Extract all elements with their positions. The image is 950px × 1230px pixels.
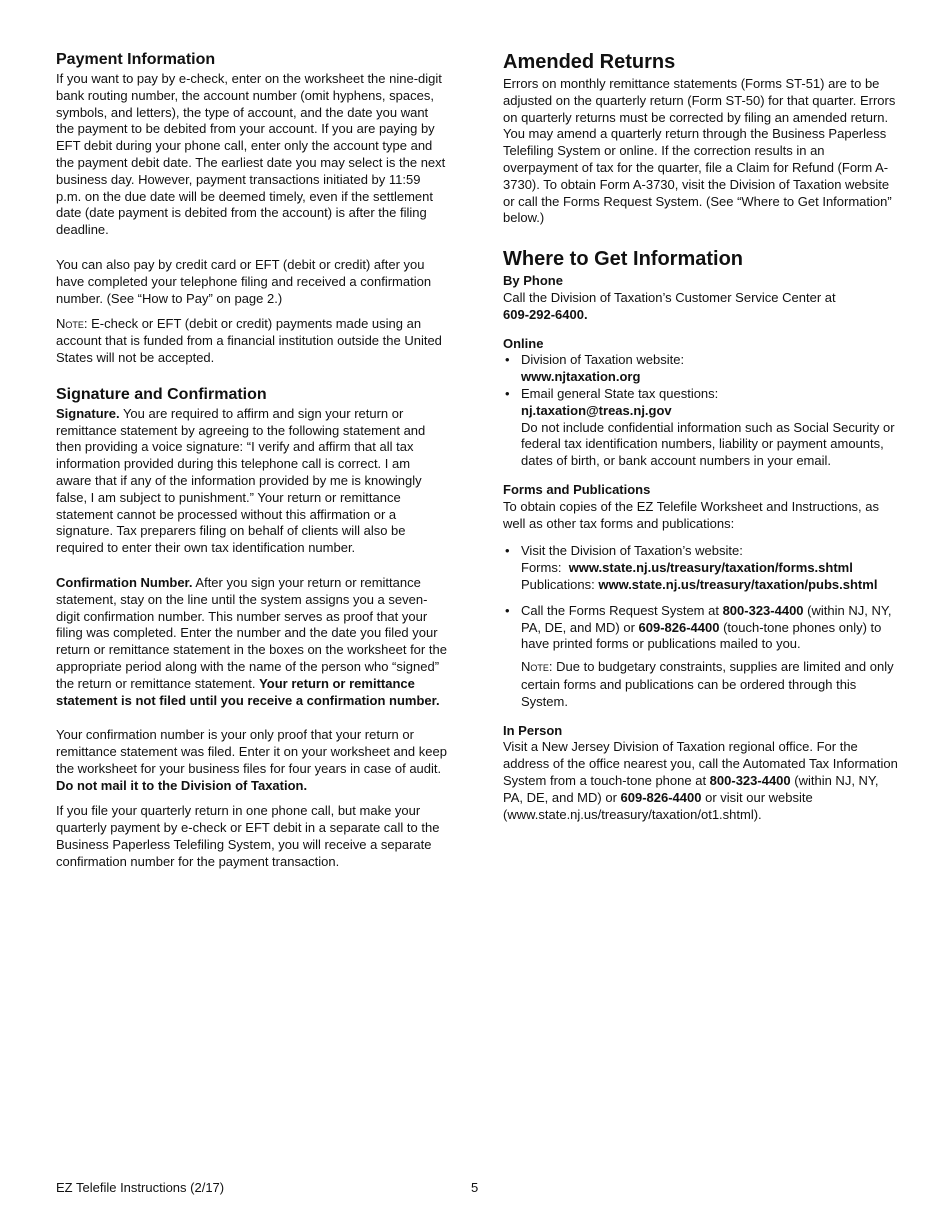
online-list [503, 352, 898, 470]
person-text: (within NJ, NY, PA, DE, and MD) or [503, 773, 879, 805]
signature-section [56, 385, 448, 871]
call-text: (within NJ, NY, PA, DE, and MD) or [521, 602, 892, 635]
call-text: Call the Forms Request System at [521, 602, 723, 618]
amended-heading: Amended Returns [503, 51, 676, 73]
call-text: (touch-tone phones only) to have printed forms or publications mailed to you. [521, 619, 882, 652]
left-column [56, 50, 448, 871]
payment-note [56, 316, 448, 366]
note-label: Note: [521, 659, 553, 675]
forms-heading: Forms and Publications [503, 481, 651, 497]
forms-note [521, 658, 898, 711]
signature-label: Signature. [56, 405, 120, 421]
phone-text: Call the Division of Taxation’s Customer Service Center at [503, 289, 836, 305]
person-text: Visit a New Jersey Division of Taxation regional office. For the address of the office nearest you, call the Automated Tax Information System from a touch-tone phone at [503, 739, 898, 788]
confirmation-label: Confirmation Number. [56, 574, 193, 590]
payment-heading: Payment Information [56, 51, 216, 68]
list-item [503, 603, 898, 711]
amended-paragraph: Errors on monthly remittance statements (Forms ST-51) are to be adjusted on the quarterly return (Form ST-50) for that quarter. Errors on quarterly returns must be corrected by filing an amended return. You may amend a quarterly return through the Business Paperless Telefiling System or online. If the correction results in an overpayment of tax for the quarter, file a Claim for Refund (Form A-3730). To obtain Form A-3730, visit the Division of Taxation website or call the Forms Request System. (See “Where to Get Information” below.) [503, 76, 896, 226]
list-item [503, 352, 898, 386]
pubs-label: Publications: [521, 576, 595, 592]
person-text: or visit our website (www.state.nj.us/treasury/taxation/ot1.shtml). [503, 789, 813, 822]
phone-number: 609-826-4400 [620, 789, 702, 805]
email-link[interactable]: nj.taxation@treas.nj.gov [521, 402, 672, 418]
phone-number: 800-323-4400 [709, 773, 791, 788]
where-heading: Where to Get Information [503, 248, 743, 271]
online-heading: Online [503, 335, 544, 351]
right-column [503, 50, 898, 823]
pubs-url[interactable]: www.state.nj.us/treasury/taxation/pubs.shtml [598, 576, 878, 592]
footer-title: EZ Telefile Instructions (2/17) [56, 1180, 225, 1195]
proof-text: Your confirmation number is your only proof that your return or remittance statement was filed. Enter it on your worksheet and keep the worksheet for your business files for four years in case of audit. [56, 727, 447, 776]
forms-paragraph: To obtain copies of the EZ Telefile Worksheet and Instructions, as well as other tax forms and publications: [503, 498, 880, 531]
note-label: Note: [56, 316, 88, 332]
list-item [503, 386, 898, 470]
email-note: Do not include confidential information such as Social Security or federal tax identification numbers, liability or payment amounts, dates of birth, or bank account numbers in your email. [521, 419, 895, 469]
in-person-paragraph [503, 739, 898, 823]
list-item [503, 543, 898, 593]
visit-text: Visit the Division of Taxation’s website: [521, 543, 743, 559]
note-text: Due to budgetary constraints, supplies are limited and only certain forms and publications can be ordered through this System. [521, 659, 894, 710]
proof-bold: Do not mail it to the Division of Taxation. [56, 777, 308, 793]
where-section [503, 247, 898, 823]
website-link[interactable]: www.njtaxation.org [521, 369, 641, 385]
phone-number: 800-323-4400 [722, 602, 804, 618]
forms-url[interactable]: www.state.nj.us/treasury/taxation/forms.shtml [568, 560, 853, 576]
email-text: Email general State tax questions: [521, 385, 719, 401]
proof-paragraph [56, 727, 448, 794]
confirmation-text: After you sign your return or remittance statement, stay on the line until the system assigns you a seven-digit confirmation number. This number serves as proof that your filing was completed. Enter the number and the date you filed your return or remittance statement in the boxes on the worksheet for the appropriate period along with the name of the person who “signed” the return or remittance statement. [56, 574, 447, 691]
signature-heading: Signature and Confirmation [56, 385, 267, 403]
website-text: Division of Taxation website: [521, 352, 685, 368]
forms-list [503, 543, 898, 710]
forms-label: Forms: [521, 560, 562, 576]
phone-paragraph [503, 290, 898, 324]
phone-number: 609-826-4400 [638, 619, 720, 635]
quarterly-paragraph: If you file your quarterly return in one phone call, but make your quarterly payment by e-check or EFT debit in a separate call to the Business Paperless Telefiling System, you will receive a separate confirmation number for the payment transaction. [56, 803, 440, 869]
confirmation-bold: Your return or remittance statement is not filed until you receive a confirmation number. [56, 675, 440, 708]
note-text: E-check or EFT (debit or credit) payments made using an account that is funded from a financial institution outside the United States will not be accepted. [56, 316, 442, 365]
confirmation-paragraph [56, 575, 448, 709]
credit-card-paragraph: You can also pay by credit card or EFT (debit or credit) after you have completed your telephone filing and received a confirmation number. (See “How to Pay” on page 2.) [56, 256, 432, 306]
signature-text: You are required to affirm and sign your return or remittance statement by agreeing to the following statement and then providing a voice signature: “I verify and affirm that all tax information provided during this telephone call is correct. I am aware that if any of the information provided by me is knowingly false, I am subject to punishment.” Your return or remittance statement cannot be processed without this affirmation or a signature. Tax preparers filing on behalf of clients will also be required to enter their own tax identification number. [56, 405, 426, 556]
payment-paragraph: If you want to pay by e-check, enter on the worksheet the nine-digit bank routing number, the account number (omit hyphens, spaces, symbols, and letters), the type of account, and the date you want the payment to be debited from your account. If you are paying by EFT debit during your phone call, enter only the account type and the payment debit date. The earliest date you may select is the next business day. However, payment transactions initiated by 11:59 p.m. on the due date will be deemed timely, even if the settlement date (date payment is debited from the account) is after the filing deadline. [56, 71, 446, 238]
in-person-heading: In Person [503, 722, 563, 738]
page-number: 5 [471, 1180, 479, 1195]
signature-paragraph [56, 406, 448, 557]
by-phone-heading: By Phone [503, 273, 563, 289]
payment-section [56, 50, 448, 367]
amended-section [503, 50, 898, 227]
phone-number: 609-292-6400. [503, 306, 588, 322]
